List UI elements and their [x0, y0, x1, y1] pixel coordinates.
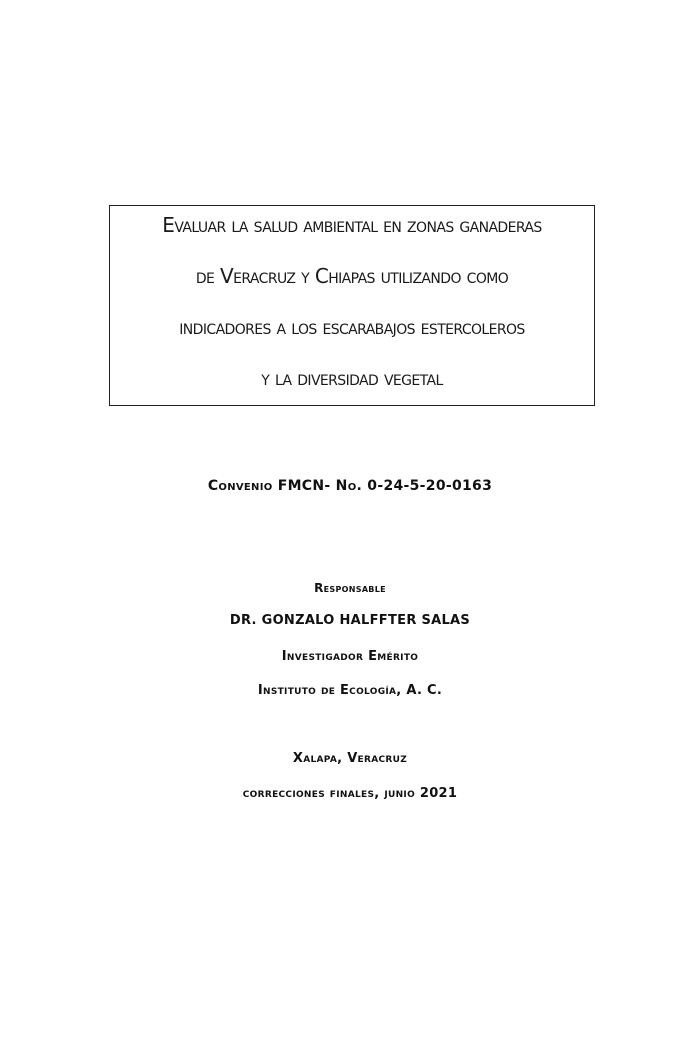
responsible-label: Responsable	[314, 581, 386, 595]
date-note: correcciones finales, junio 2021	[242, 786, 458, 801]
title-line-3: indicadores a los escarabajos estercoleros	[179, 315, 525, 339]
responsible-institution: Instituto de Ecología, A. C.	[257, 683, 443, 698]
title-line-2: de Veracruz y Chiapas utilizando como	[195, 264, 509, 288]
title-line-1: Evaluar la salud ambiental en zonas ganaderas	[162, 213, 542, 237]
responsible-position: Investigador Emérito	[281, 649, 419, 664]
title-line-4: y la diversidad vegetal	[261, 366, 443, 390]
responsible-name: DR. GONZALO HALFFTER SALAS	[229, 613, 471, 628]
location: Xalapa, Veracruz	[292, 751, 408, 766]
title-box	[109, 205, 595, 406]
agreement-number: Convenio FMCN- No. 0-24-5-20-0163	[207, 478, 493, 494]
